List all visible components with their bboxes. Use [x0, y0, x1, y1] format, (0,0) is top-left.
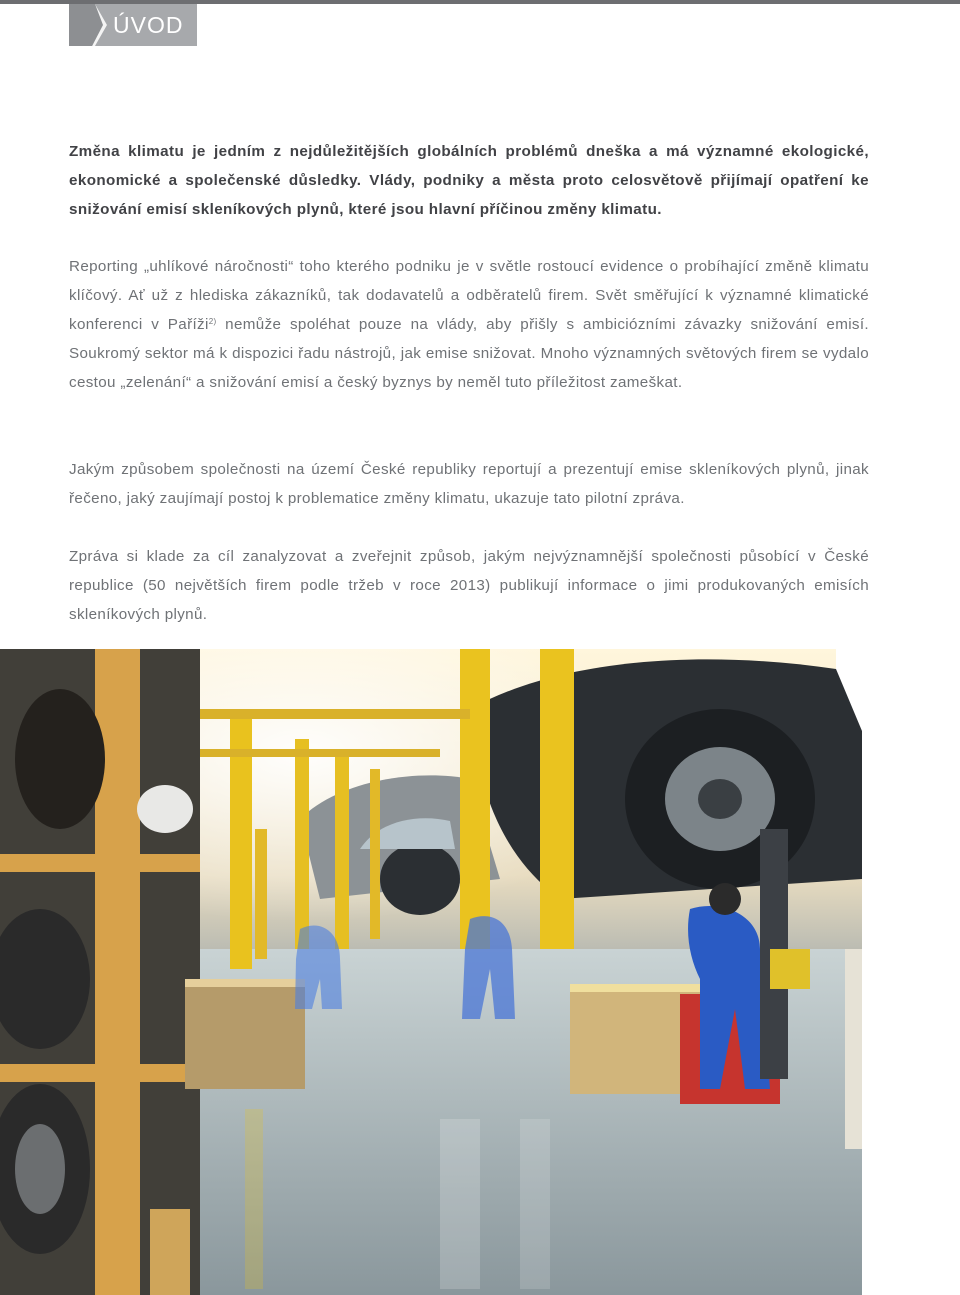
lead-paragraph: Změna klimatu je jedním z nejdůležitějších globálních problémů dneška a má významné ekologické, ekonomické a společenské důsledky. Vlády, podniky a města proto celosvětově přijímají opatření ke snižování emisí skleníkových plynů, které jsou hlavní příčinou změny klimatu.	[69, 143, 869, 218]
section-title: ÚVOD	[113, 12, 184, 38]
paragraph-reporting-end: nemůže spoléhat pouze na vlády, aby přišly s ambiciózními závazky snižování emisí. Soukromý sektor má k dispozici řadu nástrojů, jak emise snižovat. Mnoho významných světových firem se vydalo cestou „zelenání“ a snižování emisí a český byznys by neměl tuto příležitost zameškat.	[69, 316, 869, 391]
footnote-reference[interactable]: 2)	[208, 317, 217, 326]
paragraph-method: Jakým způsobem společnosti na území České republiky reportují a prezentují emise skleníkových plynů, jinak řečeno, jaký zaujímají postoj k problematice změny klimatu, ukazuje tato pilotní zpráva.	[69, 461, 869, 507]
paragraph-goal: Zpráva si klade za cíl zanalyzovat a zveřejnit způsob, jakým nejvýznamnější společnosti působící v České republice (50 největších firem podle tržeb v roce 2013) publikují informace o jimi produkovaných emisích skleníkových plynů.	[69, 548, 869, 623]
paragraph-reporting-start: Reporting „uhlíkové náročnosti“ toho kterého podniku je v světle rostoucí evidence o probíhající změně klimatu klíčový. Ať už z hlediska zákazníků, tak dodavatelů a odběratelů firem. Svět směřující k významné klimatické konferenci v Paříži	[69, 258, 869, 333]
paragraph-reporting	[69, 252, 869, 397]
factory-photo	[0, 649, 862, 1295]
section-tab	[69, 4, 197, 46]
car-assembly-line-illustration	[0, 649, 862, 1295]
